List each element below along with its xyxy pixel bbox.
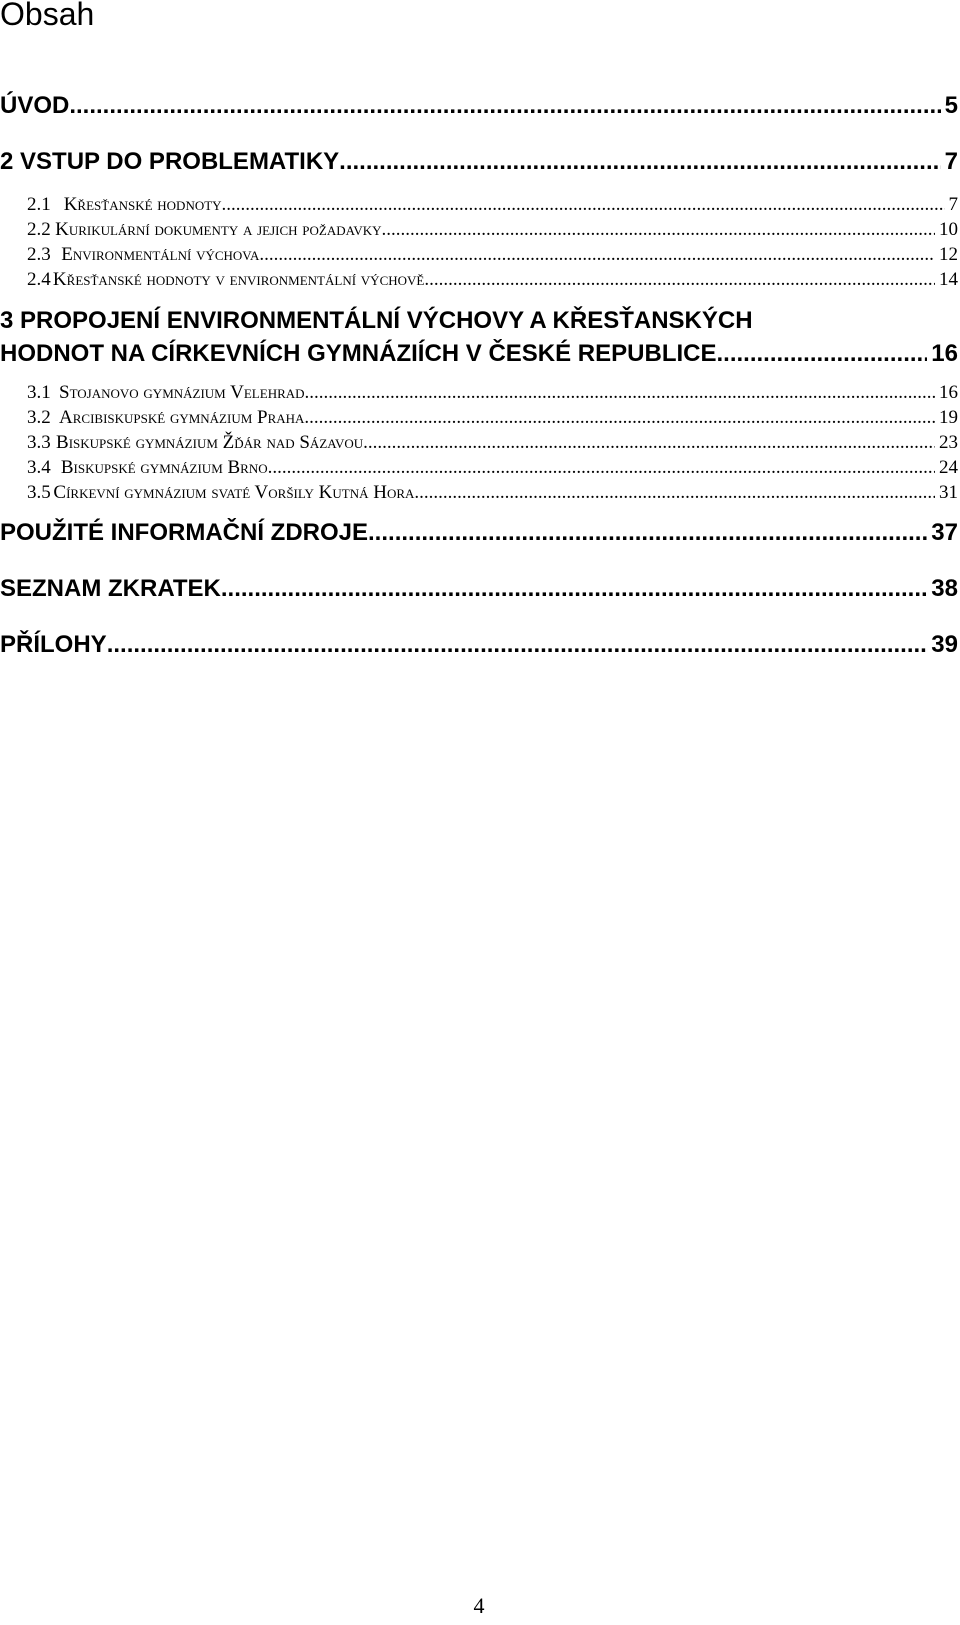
- toc-entry-zkratky[interactable]: [0, 575, 958, 603]
- toc-entry-2-1[interactable]: [0, 193, 958, 217]
- toc-entry-3-3[interactable]: [0, 431, 958, 455]
- toc-entry-chapter-2[interactable]: [0, 148, 958, 176]
- toc-page-number: 16: [931, 340, 958, 367]
- toc-entry-2-4[interactable]: [0, 268, 958, 292]
- dot-leader: [424, 268, 935, 292]
- page-number-footer: 4: [473, 1593, 485, 1618]
- toc-label: Stojanovo gymnázium Velehrad: [59, 382, 305, 403]
- toc-entry-3-1[interactable]: [0, 381, 958, 405]
- toc-page-number: 10: [939, 219, 958, 240]
- toc-page-number: 23: [939, 432, 958, 453]
- toc-page-number: 7: [944, 148, 958, 175]
- toc-label-line-1: 3 PROPOJENÍ ENVIRONMENTÁLNÍ VÝCHOVY A KŘESŤANSKÝCH: [0, 307, 753, 334]
- toc-entry-chapter-3[interactable]: [0, 304, 958, 370]
- toc-section-number: 2.2: [27, 219, 51, 240]
- toc-entry-2-2[interactable]: [0, 218, 958, 242]
- toc-page-number: 5: [944, 92, 958, 119]
- toc-entry-uvod[interactable]: [0, 92, 958, 120]
- toc-label-line-2: HODNOT NA CÍRKEVNÍCH GYMNÁZIÍCH V ČESKÉ REPUBLICE: [0, 340, 717, 367]
- toc-label: Kurikulární dokumenty a jejich požadavky: [55, 219, 382, 240]
- dot-leader: [414, 481, 935, 505]
- dot-leader: [221, 575, 927, 603]
- toc-entry-2-3[interactable]: [0, 243, 958, 267]
- toc-label: Církevní gymnázium svaté Voršily Kutná Hora: [53, 482, 415, 503]
- toc-label: SEZNAM ZKRATEK: [0, 575, 221, 602]
- dot-leader: [69, 92, 940, 120]
- toc-page-number: 39: [931, 631, 958, 658]
- toc-page-number: 12: [939, 244, 958, 265]
- toc-section-number: 3.1: [27, 382, 51, 403]
- toc-page-number: 14: [939, 269, 958, 290]
- toc-entry-zdroje[interactable]: [0, 519, 958, 547]
- dot-leader: [222, 193, 945, 217]
- toc-label: Křesťanské hodnoty v environmentální výchově: [52, 269, 425, 290]
- dot-leader: [259, 243, 935, 267]
- dot-leader: [305, 381, 935, 405]
- dot-leader: [304, 406, 935, 430]
- toc-section-number: 3.3: [27, 432, 51, 453]
- toc-label: Arcibiskupské gymnázium Praha: [59, 407, 305, 428]
- toc-page-number: 37: [931, 519, 958, 546]
- dot-leader: [268, 456, 935, 480]
- toc-page-number: 16: [939, 382, 958, 403]
- toc-entry-prilohy[interactable]: [0, 631, 958, 659]
- toc-page-number: 19: [939, 407, 958, 428]
- toc-page-number: 24: [939, 457, 958, 478]
- toc-section-number: 3.2: [27, 407, 51, 428]
- page-title: Obsah: [0, 0, 95, 32]
- dot-leader: [716, 337, 927, 370]
- toc-section-number: 2.3: [27, 244, 51, 265]
- toc-label: Environmentální výchova: [61, 244, 260, 265]
- toc-entry-3-4[interactable]: [0, 456, 958, 480]
- dot-leader: [339, 148, 940, 176]
- toc-page-number: 31: [939, 482, 958, 503]
- toc-label: Biskupské gymnázium Žďár nad Sázavou: [56, 432, 364, 453]
- toc-label: Biskupské gymnázium Brno: [60, 457, 268, 478]
- toc-label: PŘÍLOHY: [0, 631, 107, 658]
- toc-page-number: 38: [931, 575, 958, 602]
- dot-leader: [363, 431, 935, 455]
- toc-section-number: 3.4: [27, 457, 51, 478]
- toc-page-number: 7: [948, 194, 958, 215]
- toc-label: 2 VSTUP DO PROBLEMATIKY: [0, 148, 340, 175]
- toc-entry-3-5[interactable]: [0, 481, 958, 505]
- dot-leader: [368, 519, 927, 547]
- toc-label: POUŽITÉ INFORMAČNÍ ZDROJE: [0, 519, 369, 546]
- toc-label: Křesťanské hodnoty: [63, 194, 222, 215]
- toc-entry-3-2[interactable]: [0, 406, 958, 430]
- toc-section-number: 3.5: [27, 482, 51, 503]
- toc-section-number: 2.4: [27, 269, 51, 290]
- toc-label: ÚVOD: [0, 92, 70, 119]
- toc-section-number: 2.1: [27, 194, 51, 215]
- dot-leader: [382, 218, 935, 242]
- dot-leader: [107, 631, 928, 659]
